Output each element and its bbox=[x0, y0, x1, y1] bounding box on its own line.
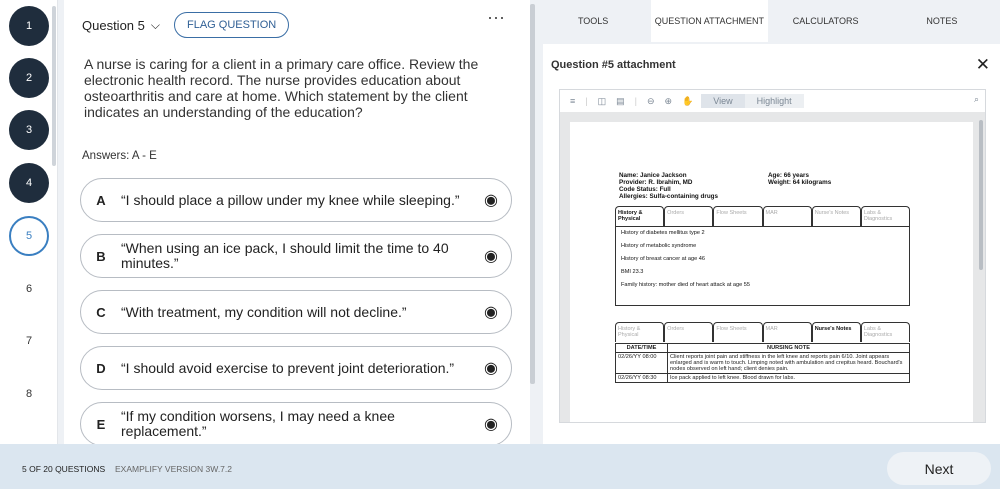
table-row bbox=[616, 374, 910, 383]
search-icon[interactable]: ⌕ bbox=[973, 94, 979, 104]
record-tab-mar[interactable]: MAR bbox=[763, 322, 812, 342]
nav-scrollbar[interactable] bbox=[52, 6, 56, 166]
record-tab-labs[interactable]: Labs & Diagnostics bbox=[861, 206, 910, 226]
option-letter: B bbox=[96, 248, 106, 264]
record-tab-labs[interactable]: Labs & Diagnostics bbox=[861, 322, 910, 342]
question-navigator bbox=[0, 0, 58, 444]
history-line: BMI 23.3 bbox=[621, 269, 644, 275]
record-tabs-top bbox=[615, 206, 910, 226]
patient-name: Name: Janice Jackson bbox=[619, 172, 687, 179]
option-text: “When using an ice pack, I should limit the time to 40 minutes.” bbox=[121, 240, 449, 271]
page-icon[interactable]: ▤ bbox=[616, 95, 625, 106]
history-line: History of metabolic syndrome bbox=[621, 243, 697, 249]
question-progress: 5 OF 20 QUESTIONS bbox=[22, 464, 106, 474]
history-line: History of breast cancer at age 46 bbox=[621, 256, 705, 262]
record-tab-nurses-notes[interactable]: Nurse's Notes bbox=[812, 322, 861, 342]
option-letter: D bbox=[96, 360, 106, 376]
record-tab-mar[interactable]: MAR bbox=[763, 206, 812, 226]
note-text: Client reports joint pain and stiffness in the left knee and reports pain 6/10. Joint appears enlarged and is warm to touch. Limping noted with ambulation and crepitus heard. Bouchard's nodes observed on left hand; client denies pain. bbox=[668, 353, 910, 374]
next-button[interactable]: Next bbox=[887, 452, 991, 485]
nav-question-4[interactable]: 4 bbox=[9, 163, 49, 203]
patient-weight: Weight: 64 kilograms bbox=[768, 179, 832, 186]
record-tab-flow-sheets[interactable]: Flow Sheets bbox=[713, 206, 762, 226]
answer-option-b[interactable] bbox=[80, 234, 512, 278]
note-date: 02/26/YY 08:00 bbox=[616, 353, 668, 374]
divider: | bbox=[585, 96, 588, 106]
eye-icon[interactable]: ◉ bbox=[484, 416, 498, 433]
question-header bbox=[82, 12, 289, 38]
nav-question-2[interactable]: 2 bbox=[9, 58, 49, 98]
eye-icon[interactable]: ◉ bbox=[484, 192, 498, 209]
nav-question-5[interactable]: 5 bbox=[9, 216, 49, 256]
question-text: A nurse is caring for a client in a primary care office. Review the electronic health record. The nurse provides education about osteoarthritis and care at home. Which statement by the client indicates an understanding of the education? bbox=[84, 56, 479, 120]
attachment-title: Question #5 attachment bbox=[551, 59, 676, 71]
record-tab-history[interactable]: History & Physical bbox=[615, 206, 664, 226]
close-icon[interactable]: ✕ bbox=[975, 55, 990, 74]
option-text: “I should avoid exercise to prevent joint deterioration.” bbox=[121, 359, 455, 376]
question-title: Question 5 bbox=[82, 17, 145, 33]
viewer-toolbar bbox=[560, 90, 986, 112]
column-header: NURSING NOTE bbox=[668, 344, 910, 353]
record-tabs-bottom bbox=[615, 322, 910, 342]
divider: | bbox=[634, 96, 637, 106]
answer-option-e[interactable] bbox=[80, 402, 512, 444]
highlight-button[interactable]: Highlight bbox=[745, 94, 804, 108]
document-page bbox=[570, 122, 973, 422]
attachment-panel bbox=[543, 44, 1000, 444]
tools-panel bbox=[535, 0, 1000, 444]
option-text: “If my condition worsens, I may need a knee replacement.” bbox=[121, 408, 395, 439]
patient-code-status: Code Status: Full bbox=[619, 186, 671, 193]
more-options-icon[interactable]: ⋯ bbox=[487, 8, 504, 28]
document-viewer bbox=[559, 89, 986, 423]
flag-question-button[interactable]: FLAG QUESTION bbox=[174, 12, 289, 38]
note-date: 02/26/YY 08:30 bbox=[616, 374, 668, 383]
patient-age: Age: 66 years bbox=[768, 172, 809, 179]
patient-provider: Provider: R. Ibrahim, MD bbox=[619, 179, 693, 186]
tab-question-attachment[interactable]: QUESTION ATTACHMENT bbox=[651, 0, 767, 42]
record-tab-nurses-notes[interactable]: Nurse's Notes bbox=[812, 206, 861, 226]
tools-tabs bbox=[535, 0, 1000, 42]
pan-hand-icon[interactable]: ✋ bbox=[682, 95, 694, 106]
nav-question-6[interactable]: 6 bbox=[25, 283, 33, 295]
option-text: “With treatment, my condition will not decline.” bbox=[121, 303, 407, 320]
eye-icon[interactable]: ◉ bbox=[484, 304, 498, 321]
patient-allergies: Allergies: Sulfa-containing drugs bbox=[619, 193, 719, 200]
nursing-notes-table bbox=[615, 343, 910, 383]
eye-icon[interactable]: ◉ bbox=[484, 360, 498, 377]
option-letter: E bbox=[96, 416, 106, 432]
record-tab-orders[interactable]: Orders bbox=[664, 322, 713, 342]
eye-icon[interactable]: ◉ bbox=[484, 248, 498, 265]
question-pane bbox=[64, 0, 530, 444]
option-letter: C bbox=[96, 304, 106, 320]
option-letter: A bbox=[96, 192, 106, 208]
viewer-scrollbar[interactable] bbox=[979, 120, 983, 270]
answer-option-a[interactable] bbox=[80, 178, 512, 222]
nav-question-3[interactable]: 3 bbox=[9, 110, 49, 150]
chevron-down-icon[interactable]: ⌵ bbox=[150, 17, 160, 32]
footer-bar bbox=[0, 444, 1000, 489]
history-line: Family history: mother died of heart attack at age 55 bbox=[621, 282, 751, 288]
menu-icon[interactable]: ≡ bbox=[570, 96, 576, 106]
zoom-out-icon[interactable]: ⊖ bbox=[646, 95, 655, 106]
answers-label: Answers: A - E bbox=[82, 150, 157, 162]
history-box bbox=[615, 226, 910, 306]
answer-option-c[interactable] bbox=[80, 290, 512, 334]
table-row bbox=[616, 353, 910, 374]
answer-option-d[interactable] bbox=[80, 346, 512, 390]
column-header: DATE/TIME bbox=[616, 344, 668, 353]
sidebar-icon[interactable]: ◫ bbox=[597, 95, 607, 106]
view-button[interactable]: View bbox=[701, 94, 744, 108]
tab-notes[interactable]: NOTES bbox=[926, 16, 958, 26]
app-version: EXAMPLIFY VERSION 3W.7.2 bbox=[115, 464, 232, 474]
tab-tools[interactable]: TOOLS bbox=[577, 16, 609, 26]
option-text: “I should place a pillow under my knee while sleeping.” bbox=[121, 191, 460, 208]
nav-question-1[interactable]: 1 bbox=[9, 6, 49, 46]
record-tab-flow-sheets[interactable]: Flow Sheets bbox=[713, 322, 762, 342]
note-text: Ice pack applied to left knee. Blood drawn for labs. bbox=[668, 374, 910, 383]
nav-question-7[interactable]: 7 bbox=[25, 335, 33, 347]
record-tab-orders[interactable]: Orders bbox=[664, 206, 713, 226]
zoom-in-icon[interactable]: ⊕ bbox=[664, 95, 673, 106]
history-line: History of diabetes mellitus type 2 bbox=[621, 230, 705, 236]
nav-question-8[interactable]: 8 bbox=[25, 388, 33, 400]
record-tab-history[interactable]: History & Physical bbox=[615, 322, 664, 342]
tab-calculators[interactable]: CALCULATORS bbox=[792, 16, 859, 26]
